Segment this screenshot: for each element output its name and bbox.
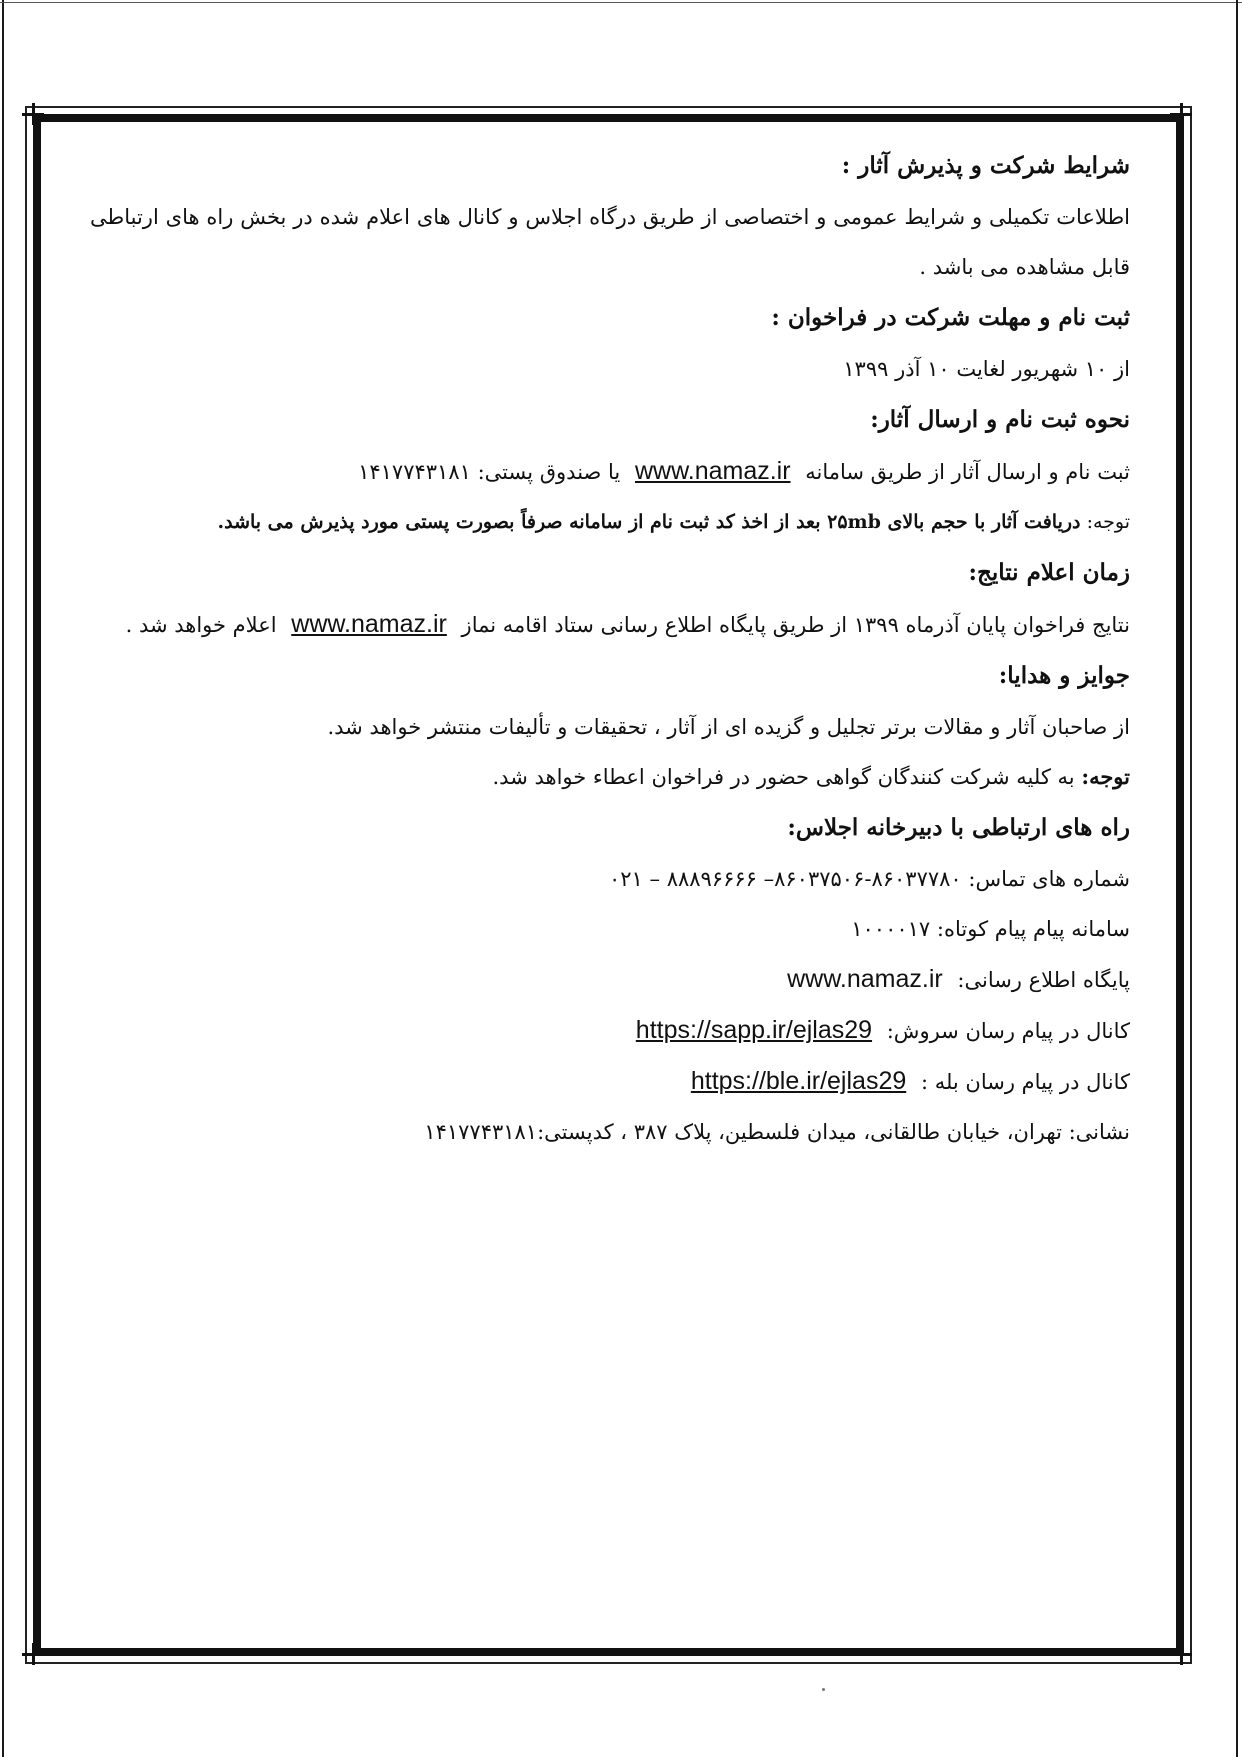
- submission-method-heading: نحوه ثبت نام و ارسال آثار:: [870, 406, 1130, 433]
- contact-website-link[interactable]: www.namaz.ir: [787, 965, 943, 993]
- results-line: [90, 599, 1130, 650]
- submission-note-label: توجه:: [1086, 511, 1130, 533]
- contact-soroush-line: [90, 1005, 1130, 1056]
- contact-phones: شماره های تماس: ۸۶۰۳۷۷۸۰-۸۶۰۳۷۵۰۶– ۸۸۸۹۶۶۶۶ – ۰۲۱: [608, 867, 1130, 891]
- prizes-text: از صاحبان آثار و مقالات برتر تجلیل و گزیده ای از آثار ، تحقیقات و تألیفات منتشر خواهد شد.: [327, 715, 1130, 739]
- prizes-heading: جوایز و هدایا:: [998, 662, 1130, 689]
- contact-sms: سامانه پیام پیام کوتاه: ۱۰۰۰۰۱۷: [851, 917, 1130, 941]
- scan-edge-top: [0, 2, 1242, 3]
- frame-corner-ornament: [22, 1643, 44, 1665]
- soroush-channel-link[interactable]: https://sapp.ir/ejlas29: [635, 1016, 873, 1044]
- prizes-note: [90, 752, 1130, 802]
- scan-speck: [822, 1688, 825, 1691]
- submission-text-after: یا صندوق پستی: ۱۴۱۷۷۴۳۱۸۱: [358, 460, 621, 484]
- scan-edge-right: [1236, 0, 1238, 1757]
- frame-corner-ornament: [22, 103, 44, 125]
- results-text-after: اعلام خواهد شد .: [125, 613, 277, 637]
- submission-method-line: [90, 446, 1130, 497]
- results-text-before: نتایج فراخوان پایان آذرماه ۱۳۹۹ از طریق پایگاه اطلاع رسانی ستاد اقامه نماز: [461, 613, 1130, 637]
- contact-heading: راه های ارتباطی با دبیرخانه اجلاس:: [787, 814, 1130, 841]
- scan-edge-left: [2, 0, 4, 1757]
- registration-deadline-heading: ثبت نام و مهلت شرکت در فراخوان :: [771, 304, 1130, 331]
- conditions-heading: شرایط شرکت و پذیرش آثار :: [841, 152, 1130, 179]
- submission-text-before: ثبت نام و ارسال آثار از طریق سامانه: [805, 460, 1130, 484]
- namaz-website-link[interactable]: www.namaz.ir: [634, 457, 791, 485]
- results-heading: زمان اعلام نتایج:: [968, 559, 1130, 586]
- frame-corner-ornament: [1170, 1643, 1192, 1665]
- announcement-content: [90, 140, 1130, 1157]
- submission-note-text: دریافت آثار با حجم بالای ۲۵mb بعد از اخذ کد ثبت نام از سامانه صرفاً بصورت پستی مورد پذیرش می باشد.: [217, 511, 1081, 533]
- bale-channel-link[interactable]: https://ble.ir/ejlas29: [690, 1067, 907, 1095]
- frame-corner-ornament: [1170, 103, 1192, 125]
- contact-website-line: [90, 954, 1130, 1005]
- soroush-label: کانال در پیام رسان سروش:: [886, 1019, 1130, 1043]
- contact-bale-line: [90, 1056, 1130, 1107]
- prizes-note-label: توجه:: [1081, 764, 1130, 789]
- prizes-note-text: به کلیه شرکت کنندگان گواهی حضور در فراخوان اعطاء خواهد شد.: [492, 765, 1075, 789]
- bale-label: کانال در پیام رسان بله :: [920, 1070, 1130, 1094]
- contact-website-label: پایگاه اطلاع رسانی:: [957, 968, 1130, 992]
- submission-note: [90, 497, 1130, 547]
- conditions-text: اطلاعات تکمیلی و شرایط عمومی و اختصاصی از طریق درگاه اجلاس و کانال های اعلام شده در بخش راه های ارتباطی قابل مشاهده می باشد .: [90, 205, 1130, 279]
- results-website-link[interactable]: www.namaz.ir: [291, 610, 447, 638]
- contact-address: نشانی: تهران، خیابان طالقانی، میدان فلسطین، پلاک ۳۸۷ ، کدپستی:۱۴۱۷۷۴۳۱۸۱: [424, 1120, 1130, 1144]
- registration-deadline-text: از ۱۰ شهریور لغایت ۱۰ آذر ۱۳۹۹: [843, 357, 1130, 381]
